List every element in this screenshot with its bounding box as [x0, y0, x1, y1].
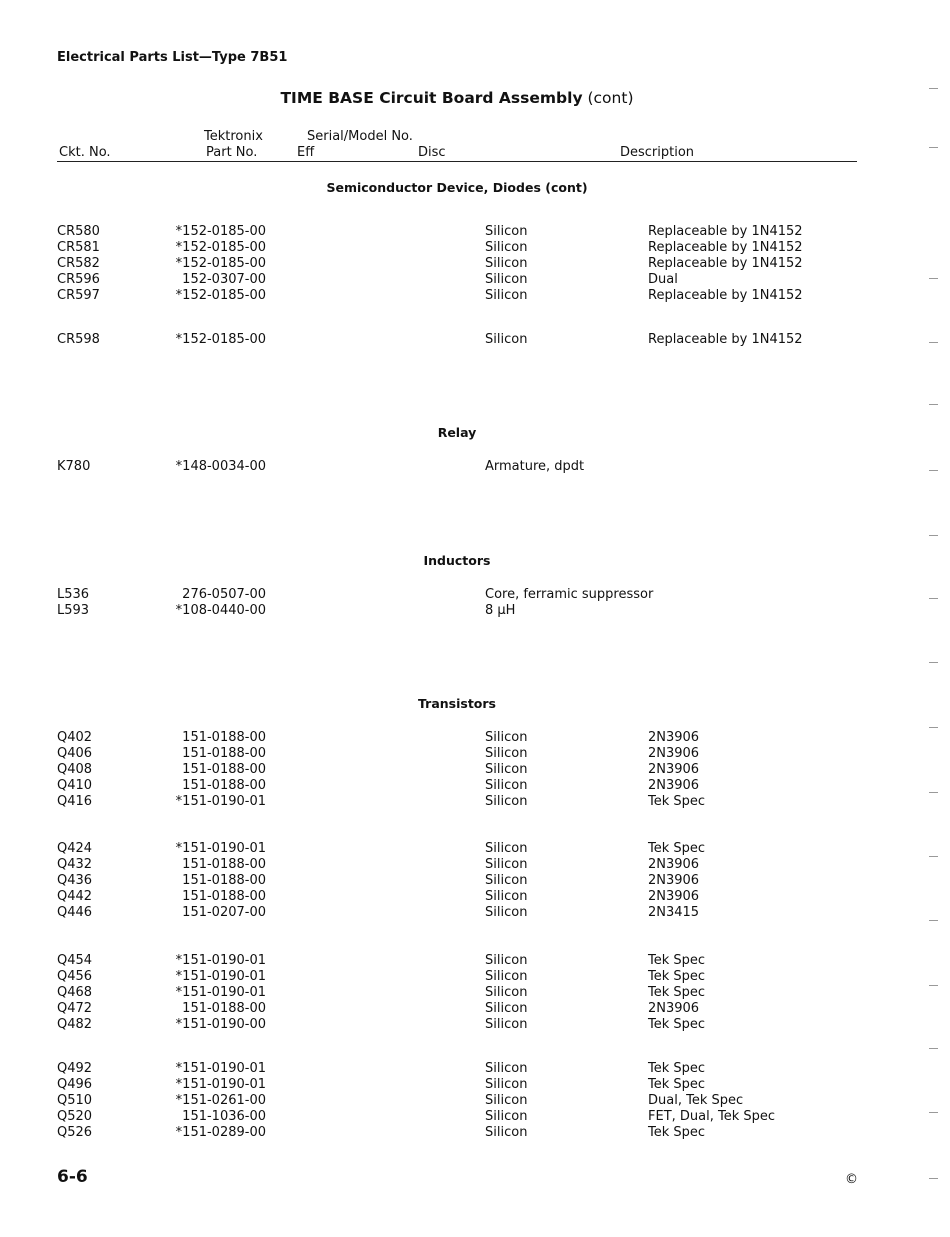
section-title: Inductors	[423, 553, 491, 568]
part-type: Silicon	[485, 857, 528, 872]
table-row	[0, 1017, 914, 1033]
table-row	[0, 1125, 914, 1141]
description: Dual	[648, 272, 678, 287]
part-type: Silicon	[485, 730, 528, 745]
table-row	[0, 889, 914, 905]
margin-tick	[929, 278, 938, 279]
description: Tek Spec	[648, 1061, 706, 1076]
ckt-no: Q520	[57, 1109, 93, 1124]
table-row	[0, 1093, 914, 1109]
part-no: 151-0188-00	[182, 889, 266, 904]
col-head-eff: Eff	[297, 145, 315, 160]
part-no: 151-0188-00	[182, 730, 266, 745]
margin-tick	[929, 1178, 938, 1179]
description: 2N3906	[648, 746, 700, 761]
part-type: Silicon	[485, 873, 528, 888]
margin-tick	[929, 985, 938, 986]
table-row	[0, 1109, 914, 1125]
table-row	[0, 1061, 914, 1077]
margin-tick	[929, 662, 938, 663]
description: Tek Spec	[648, 841, 706, 856]
part-no: 151-0188-00	[182, 746, 266, 761]
page-number: 6-6	[57, 1167, 88, 1187]
ckt-no: Q432	[57, 857, 93, 872]
part-no: 151-0188-00	[182, 762, 266, 777]
part-no: 152-0307-00	[182, 272, 266, 287]
section-title: Transistors	[418, 696, 496, 711]
table-row	[0, 873, 914, 889]
part-type: Silicon	[485, 1061, 528, 1076]
description: Tek Spec	[648, 794, 706, 809]
page-title-main: TIME BASE Circuit Board Assembly	[280, 89, 583, 107]
ckt-no: CR598	[57, 332, 100, 347]
ckt-no: Q436	[57, 873, 93, 888]
description: 2N3906	[648, 1001, 700, 1016]
table-row	[0, 969, 914, 985]
part-no: 151-0188-00	[182, 857, 266, 872]
table-row	[0, 459, 914, 475]
description: 2N3906	[648, 730, 700, 745]
part-type: Silicon	[485, 1093, 528, 1108]
ckt-no: Q468	[57, 985, 93, 1000]
part-type: Silicon	[485, 746, 528, 761]
part-type: Core, ferramic suppressor	[485, 587, 654, 602]
description: Dual, Tek Spec	[648, 1093, 744, 1108]
part-no: *148-0034-00	[175, 459, 266, 474]
table-row	[0, 794, 914, 810]
page-title-suffix: (cont)	[587, 89, 634, 107]
description: Tek Spec	[648, 1077, 706, 1092]
ckt-no: Q454	[57, 953, 93, 968]
part-type: Silicon	[485, 1109, 528, 1124]
table-row	[0, 256, 914, 272]
ckt-no: Q472	[57, 1001, 93, 1016]
part-type: Silicon	[485, 953, 528, 968]
ckt-no: K780	[57, 459, 91, 474]
part-no: *108-0440-00	[175, 603, 266, 618]
copyright-mark: ©	[845, 1172, 858, 1187]
description: 2N3906	[648, 873, 700, 888]
part-type: Silicon	[485, 905, 528, 920]
part-no: *151-0190-01	[175, 985, 266, 1000]
table-row	[0, 905, 914, 921]
part-no: *151-0190-01	[175, 969, 266, 984]
part-type: Silicon	[485, 889, 528, 904]
margin-tick	[929, 727, 938, 728]
part-no: *151-0190-01	[175, 1077, 266, 1092]
description: Replaceable by 1N4152	[648, 224, 803, 239]
margin-tick	[929, 1048, 938, 1049]
part-no: 151-0188-00	[182, 778, 266, 793]
part-type: Silicon	[485, 272, 528, 287]
margin-tick	[929, 147, 938, 148]
table-row	[0, 762, 914, 778]
table-row	[0, 746, 914, 762]
table-row	[0, 953, 914, 969]
table-row	[0, 603, 914, 619]
part-no: 151-1036-00	[182, 1109, 266, 1124]
part-type: Silicon	[485, 224, 528, 239]
table-row	[0, 985, 914, 1001]
table-row	[0, 1077, 914, 1093]
description: FET, Dual, Tek Spec	[648, 1109, 776, 1124]
table-row	[0, 857, 914, 873]
ckt-no: CR582	[57, 256, 100, 271]
part-type: Silicon	[485, 969, 528, 984]
ckt-no: Q424	[57, 841, 93, 856]
description: 2N3415	[648, 905, 700, 920]
part-type: 8 μH	[485, 603, 516, 618]
description: 2N3906	[648, 889, 700, 904]
part-no: 151-0188-00	[182, 873, 266, 888]
description: Tek Spec	[648, 1125, 706, 1140]
part-no: 276-0507-00	[182, 587, 266, 602]
ckt-no: L593	[57, 603, 90, 618]
part-type: Silicon	[485, 332, 528, 347]
part-no: 151-0188-00	[182, 1001, 266, 1016]
table-row	[0, 240, 914, 256]
margin-tick	[929, 470, 938, 471]
table-row	[0, 841, 914, 857]
description: 2N3906	[648, 762, 700, 777]
margin-tick	[929, 856, 938, 857]
part-type: Silicon	[485, 841, 528, 856]
part-no: *152-0185-00	[175, 332, 266, 347]
ckt-no: Q416	[57, 794, 93, 809]
description: Tek Spec	[648, 1017, 706, 1032]
ckt-no: Q402	[57, 730, 93, 745]
description: Tek Spec	[648, 953, 706, 968]
section-title: Semiconductor Device, Diodes (cont)	[326, 180, 588, 195]
header-rule	[57, 161, 857, 162]
col-head-ckt: Ckt. No.	[59, 145, 111, 160]
part-type: Silicon	[485, 1125, 528, 1140]
ckt-no: CR597	[57, 288, 100, 303]
ckt-no: CR580	[57, 224, 100, 239]
table-row	[0, 288, 914, 304]
part-type: Silicon	[485, 1001, 528, 1016]
margin-tick	[929, 88, 938, 89]
table-row	[0, 332, 914, 348]
margin-tick	[929, 792, 938, 793]
description: Replaceable by 1N4152	[648, 240, 803, 255]
part-type: Silicon	[485, 794, 528, 809]
col-head-serial: Serial/Model No.	[307, 129, 413, 144]
col-head-tek-top: Tektronix	[204, 129, 263, 144]
part-no: *151-0190-01	[175, 841, 266, 856]
page-title	[0, 89, 914, 107]
part-no: *151-0289-00	[175, 1125, 266, 1140]
part-no: *152-0185-00	[175, 240, 266, 255]
part-type: Silicon	[485, 762, 528, 777]
ckt-no: Q410	[57, 778, 93, 793]
ckt-no: Q492	[57, 1061, 93, 1076]
col-head-description: Description	[620, 145, 695, 160]
description: 2N3906	[648, 857, 700, 872]
part-no: *151-0190-01	[175, 794, 266, 809]
description: Tek Spec	[648, 985, 706, 1000]
col-head-disc: Disc	[418, 145, 446, 160]
ckt-no: Q456	[57, 969, 93, 984]
table-row	[0, 587, 914, 603]
part-type: Armature, dpdt	[485, 459, 585, 474]
part-no: *152-0185-00	[175, 224, 266, 239]
part-no: *151-0261-00	[175, 1093, 266, 1108]
ckt-no: CR581	[57, 240, 100, 255]
table-row	[0, 272, 914, 288]
section-title: Relay	[437, 425, 477, 440]
margin-tick	[929, 1112, 938, 1113]
margin-tick	[929, 598, 938, 599]
part-type: Silicon	[485, 1017, 528, 1032]
table-row	[0, 1001, 914, 1017]
part-no: *151-0190-00	[175, 1017, 266, 1032]
ckt-no: L536	[57, 587, 90, 602]
margin-tick	[929, 920, 938, 921]
part-no: *152-0185-00	[175, 288, 266, 303]
ckt-no: Q482	[57, 1017, 93, 1032]
part-type: Silicon	[485, 240, 528, 255]
margin-tick	[929, 342, 938, 343]
ckt-no: Q496	[57, 1077, 93, 1092]
part-type: Silicon	[485, 256, 528, 271]
ckt-no: Q442	[57, 889, 93, 904]
part-no: *151-0190-01	[175, 953, 266, 968]
part-no: *151-0190-01	[175, 1061, 266, 1076]
ckt-no: Q510	[57, 1093, 93, 1108]
description: Replaceable by 1N4152	[648, 288, 803, 303]
table-row	[0, 224, 914, 240]
col-head-tek-bottom: Part No.	[206, 145, 258, 160]
part-type: Silicon	[485, 778, 528, 793]
margin-tick	[929, 535, 938, 536]
part-no: 151-0207-00	[182, 905, 266, 920]
table-row	[0, 730, 914, 746]
ckt-no: Q406	[57, 746, 93, 761]
table-row	[0, 778, 914, 794]
part-type: Silicon	[485, 1077, 528, 1092]
part-type: Silicon	[485, 288, 528, 303]
ckt-no: Q446	[57, 905, 93, 920]
description: 2N3906	[648, 778, 700, 793]
description: Replaceable by 1N4152	[648, 256, 803, 271]
description: Replaceable by 1N4152	[648, 332, 803, 347]
page-header: Electrical Parts List—Type 7B51	[57, 50, 288, 65]
ckt-no: CR596	[57, 272, 100, 287]
ckt-no: Q526	[57, 1125, 93, 1140]
ckt-no: Q408	[57, 762, 93, 777]
description: Tek Spec	[648, 969, 706, 984]
part-type: Silicon	[485, 985, 528, 1000]
part-no: *152-0185-00	[175, 256, 266, 271]
margin-tick	[929, 404, 938, 405]
